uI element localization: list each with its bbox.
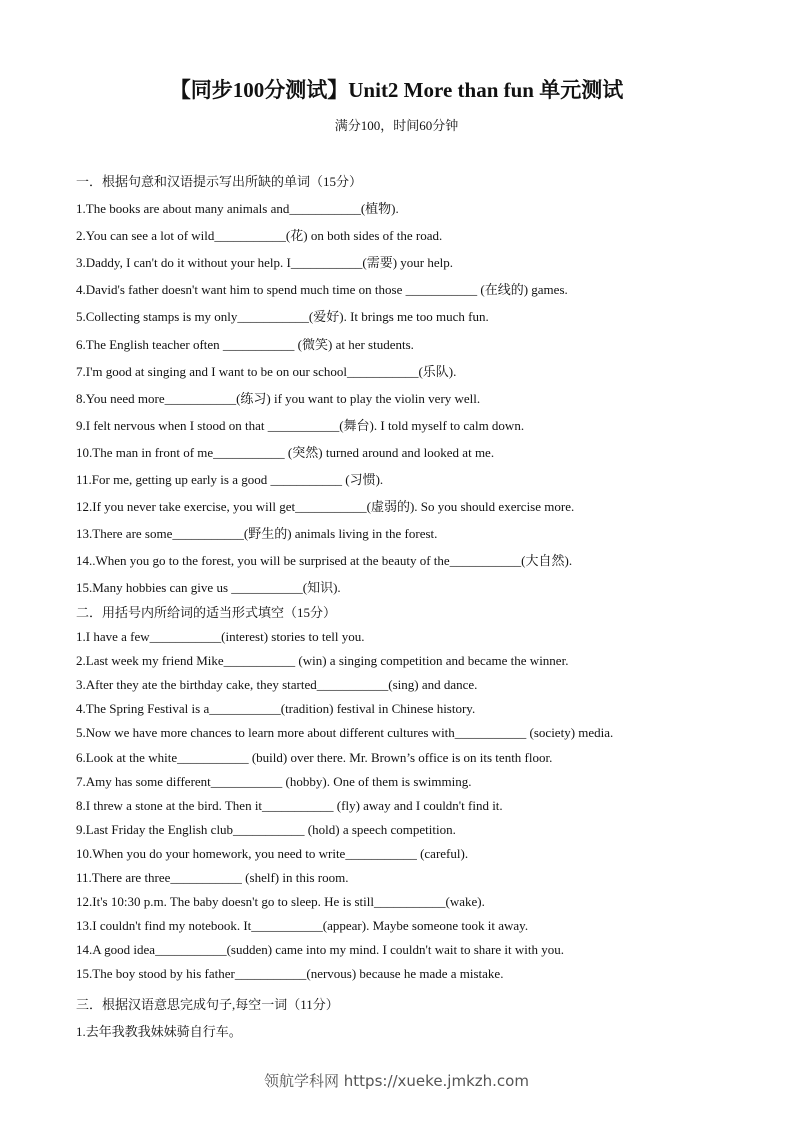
- question-item: 1.I have a few___________(interest) stories to tell you.: [76, 629, 365, 645]
- section-heading: 二．用括号内所给词的适当形式填空（15分）: [76, 605, 337, 620]
- section-3: [76, 991, 776, 1045]
- question-item: 10.When you do your homework, you need to write___________ (careful).: [76, 845, 469, 861]
- question-item: 11.There are three___________ (shelf) in this room.: [76, 870, 349, 886]
- page-subtitle: 满分100，时间60分钟: [334, 118, 459, 133]
- question-item: 3.Daddy, I can't do it without your help. I___________(需要) your help.: [76, 255, 453, 271]
- question-item: 14.A good idea___________(sudden) came into my mind. I couldn't wait to share it with you.: [76, 942, 564, 958]
- page-title: 【同步100分测试】Unit2 More than fun 单元测试: [169, 78, 624, 102]
- question-item: 9.Last Friday the English club___________ (hold) a speech competition.: [76, 821, 456, 837]
- question-item: 13.There are some___________(野生的) animals living in the forest.: [76, 526, 438, 542]
- question-item: 9.I felt nervous when I stood on that ___________(舞台). I told myself to calm down.: [76, 417, 525, 433]
- question-item: 6.Look at the white___________ (build) over there. Mr. Brown’s office is on its tenth floor.: [76, 749, 553, 765]
- question-item: 14..When you go to the forest, you will be surprised at the beauty of the___________(大自然).: [76, 553, 573, 569]
- question-item: 11.For me, getting up early is a good ___________ (习惯).: [76, 472, 384, 488]
- question-item: 15.The boy stood by his father___________(nervous) because he made a mistake.: [76, 966, 504, 982]
- section-2: [76, 601, 776, 987]
- question-item: 13.I couldn't find my notebook. It___________(appear). Maybe someone took it away.: [76, 918, 529, 934]
- question-item: 2.You can see a lot of wild___________(花) on both sides of the road.: [76, 228, 443, 244]
- footer-watermark: 领航学科网 https://xueke.jmkzh.com: [264, 1072, 529, 1090]
- question-item: 5.Now we have more chances to learn more about different cultures with___________ (society) media.: [76, 725, 614, 741]
- question-item: 12.It's 10:30 p.m. The baby doesn't go to sleep. He is still___________(wake).: [76, 894, 485, 910]
- question-item: 8.You need more___________(练习) if you want to play the violin very well.: [76, 390, 481, 406]
- question-item: 1.The books are about many animals and___________(植物).: [76, 201, 399, 217]
- question-item: 15.Many hobbies can give us ___________(知识).: [76, 580, 341, 596]
- question-item: 7.Amy has some different___________ (hobby). One of them is swimming.: [76, 773, 472, 789]
- question-item: 4.The Spring Festival is a___________(tradition) festival in Chinese history.: [76, 701, 476, 717]
- question-item: 3.After they ate the birthday cake, they started___________(sing) and dance.: [76, 677, 478, 693]
- question-item: 2.Last week my friend Mike___________ (win) a singing competition and became the winner.: [76, 653, 569, 669]
- question-item: 10.The man in front of me___________ (突然) turned around and looked at me.: [76, 444, 495, 460]
- question-item: 8.I threw a stone at the bird. Then it___________ (fly) away and I couldn't find it.: [76, 797, 503, 813]
- section-1: [76, 168, 776, 602]
- section-heading: 一．根据句意和汉语提示写出所缺的单词（15分）: [76, 174, 363, 189]
- section-heading: 三．根据汉语意思完成句子,每空一词（11分）: [76, 997, 339, 1012]
- question-item: 6.The English teacher often ___________ (微笑) at her students.: [76, 336, 414, 352]
- question-item: 7.I'm good at singing and I want to be on our school___________(乐队).: [76, 363, 457, 379]
- question-item: 4.David's father doesn't want him to spend much time on those ___________ (在线的) games.: [76, 282, 568, 298]
- question-item: 12.If you never take exercise, you will get___________(虚弱的). So you should exercise more.: [76, 499, 575, 515]
- question-item: 1.去年我教我妹妹骑自行车。: [76, 1024, 242, 1039]
- question-item: 5.Collecting stamps is my only___________(爱好). It brings me too much fun.: [76, 309, 489, 325]
